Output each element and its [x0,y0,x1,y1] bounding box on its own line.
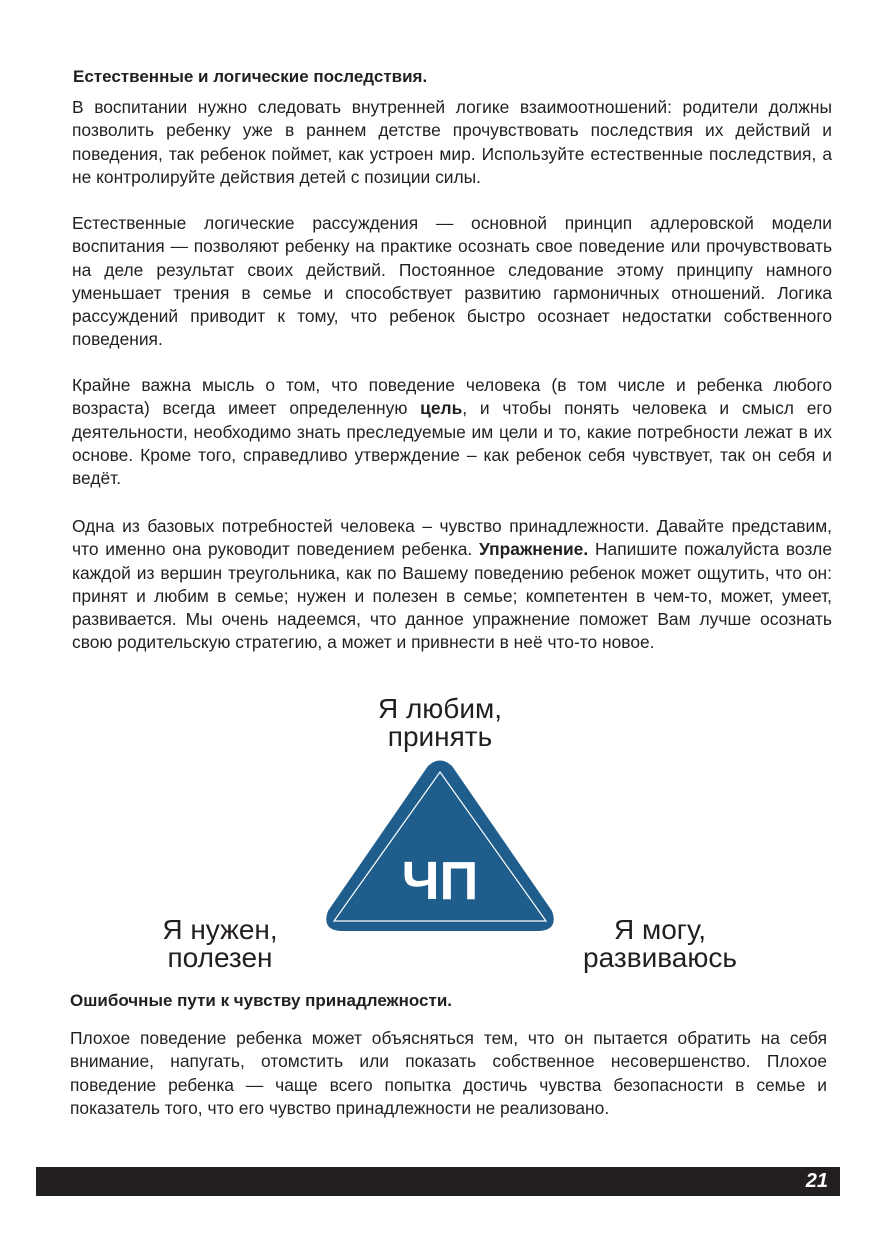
label-line: полезен [167,942,273,973]
footer-bar [36,1167,840,1196]
label-line: Я могу, [613,914,706,945]
paragraph-adler-principle: Естественные логические рассуждения — основной принцип адлеровской модели воспитания — позволяют ребенку на практике осознать свое поведение или прочувствовать на деле результат своих действий. Постоянное следование этому принципу намного уменьшает трения в семье и способствует развитию гармоничных отношений. Логика рассуждений приводит к тому, что ребенок быстро осознает недостатки собственного поведения. [72,213,832,350]
exercise-label: Упражнение. [479,539,589,560]
page-number: 21 [805,1170,828,1192]
paragraph-text: Одна из базовых потребностей человека – чувство принадлежности. Давайте представим, что именно она руководит поведением ребенка. [72,516,832,560]
label-line: развиваюсь [583,942,737,973]
triangle-right-label [560,916,760,972]
paragraph-belonging-exercise [72,515,832,655]
paragraph-text: , и чтобы понять человека и смысл его деятельности, необходимо знать преследуемые им цели и то, какие потребности лежат в их основе. Кроме того, справедливо утверждение – как ребенок себя чувствует, так он себя и ведёт. [72,398,832,489]
paragraph-behavior-goal [72,374,832,490]
triangle-center-label: ЧП [401,851,479,911]
section-heading-mistaken-paths: Ошибочные пути к чувству принадлежности. [70,991,452,1010]
paragraph-text: Крайне важна мысль о том, что поведение человека (в том числе и ребенка любого возраста) всегда имеет определенную [72,375,832,419]
label-line: Я любим, [377,693,503,724]
bold-term-goal: цель [420,398,463,419]
paragraph-inner-logic: В воспитании нужно следовать внутренней логике взаимоотношений: родители должны позволить ребенку уже в раннем детстве прочувствовать последствия их действий и поведения, так ребенок поймет, как устроен мир. Используйте естественные последствия, а не контролируйте действия детей с позиции силы. [72,97,832,187]
section-heading-natural-consequences: Естественные и логические последствия. [73,67,428,86]
paragraph-bad-behavior: Плохое поведение ребенка может объясняться тем, что он пытается обратить на себя внимание, напугать, отомстить или показать собственное несовершенство. Плохое поведение ребенка — чаще всего попытка достичь чувства безопасности в семье и показатель того, что его чувство принадлежности не реализовано. [70,1028,827,1118]
triangle-top-label [340,695,540,751]
paragraph-text: Напишите пожалуйста возле каждой из вершин треугольника, как по Вашему поведению ребенок может ощутить, что он: принят и любим в семье; нужен и полезен в семье; компетентен в чем-то, может, умеет, развивается. Мы очень надеемся, что данное упражнение поможет Вам лучше осознать свою родительскую стратегию, а может и привнести в неё что-то новое. [72,539,832,653]
belonging-triangle [323,759,557,933]
label-line: принять [387,721,493,752]
label-line: Я нужен, [162,914,278,945]
triangle-left-label [120,916,320,972]
